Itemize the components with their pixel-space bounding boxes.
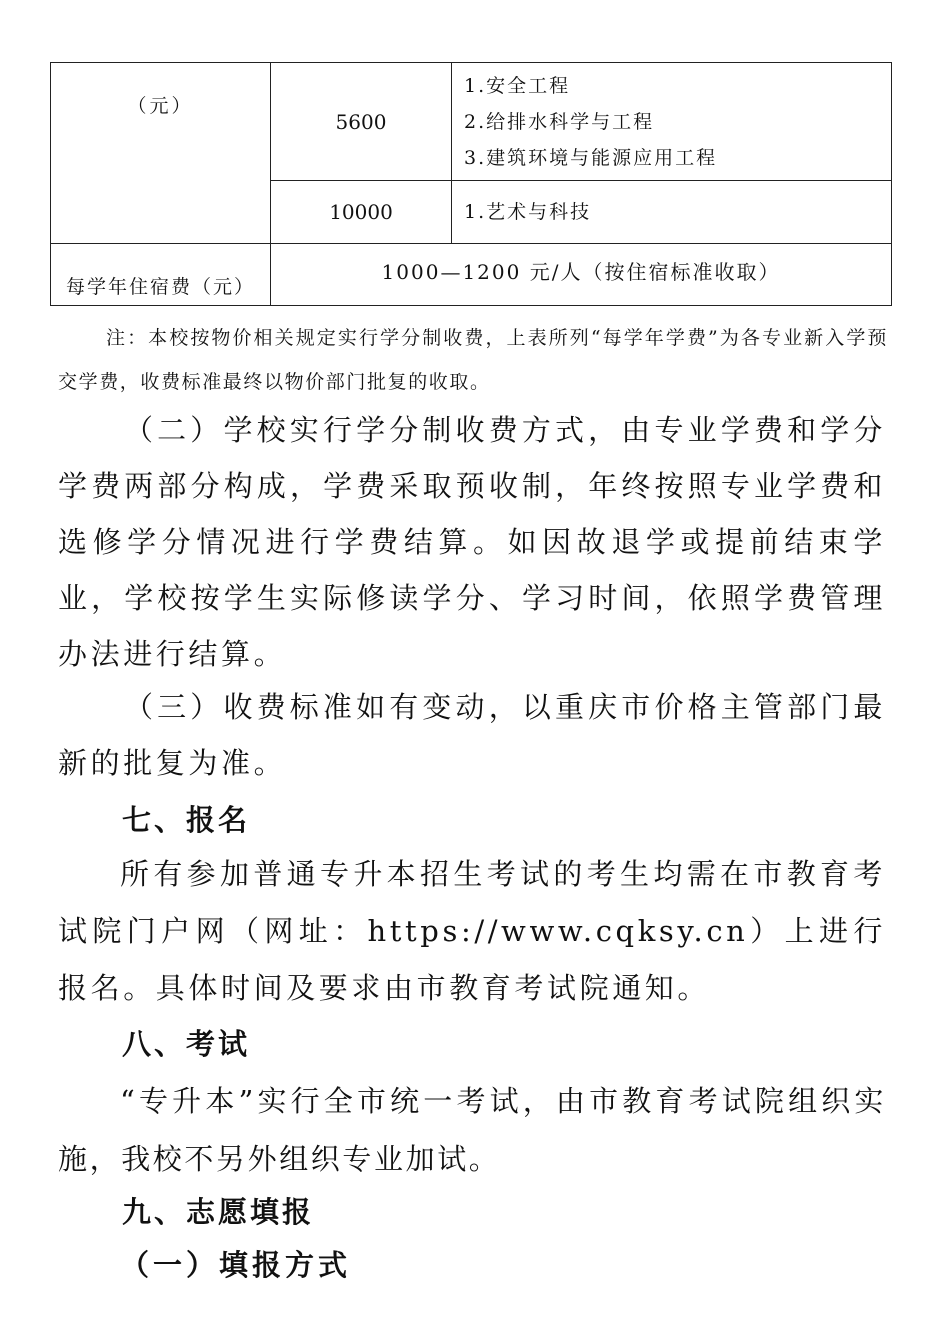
lodging-label-cell <box>51 243 271 305</box>
major-list <box>464 194 891 230</box>
subheading-method: （一）填报方式 <box>120 1248 352 1282</box>
lodging-label: 每学年住宿费（元） <box>65 276 255 298</box>
table-row <box>51 63 892 181</box>
section-heading-registration: 七、报名 <box>122 803 251 837</box>
majors-cell <box>452 181 892 243</box>
major-list <box>464 68 891 176</box>
fee-unit-label: （元） <box>127 95 194 117</box>
fee-table <box>50 62 892 306</box>
fee-value: 5600 <box>271 63 452 181</box>
section-heading-application: 九、志愿填报 <box>122 1195 315 1229</box>
paragraph-exam: “专升本”实行全市统一考试，由市教育考试院组织实施，我校不另外组织专业加试。 <box>58 1084 886 1176</box>
paragraph-registration: 所有参加普通专升本招生考试的考生均需在市教育考试院门户网（网址：https://www.cqksy.cn）上进行报名。具体时间及要求由市教育考试院通知。 <box>58 857 886 1005</box>
majors-cell <box>452 63 892 181</box>
fee-value: 10000 <box>271 181 452 243</box>
major-item: 1.安全工程 <box>464 74 571 97</box>
lodging-value-cell <box>271 243 892 305</box>
major-item: 1.艺术与科技 <box>464 201 592 224</box>
table-row <box>51 243 892 305</box>
table-note: 注：本校按物价相关规定实行学分制收费，上表所列“每学年学费”为各专业新入学预交学费，收费标准最终以物价部门批复的收取。 <box>58 327 888 393</box>
lodging-value: 1000—1200 元/人（按住宿标准收取） <box>381 259 781 284</box>
section-heading-exam: 八、考试 <box>122 1027 251 1061</box>
paragraph-credit-fee: （二）学校实行学分制收费方式，由专业学费和学分学费两部分构成，学费采取预收制，年终按照专业学费和选修学分情况进行学费结算。如因故退学或提前结束学业，学校按学生实际修读学分、学习时间，依照学费管理办法进行结算。 <box>58 413 886 671</box>
paragraph-fee-change: （三）收费标准如有变动，以重庆市价格主管部门最新的批复为准。 <box>58 690 886 780</box>
major-item: 3.建筑环境与能源应用工程 <box>464 146 718 169</box>
major-item: 2.给排水科学与工程 <box>464 110 655 133</box>
fee-unit-cell <box>51 63 271 244</box>
